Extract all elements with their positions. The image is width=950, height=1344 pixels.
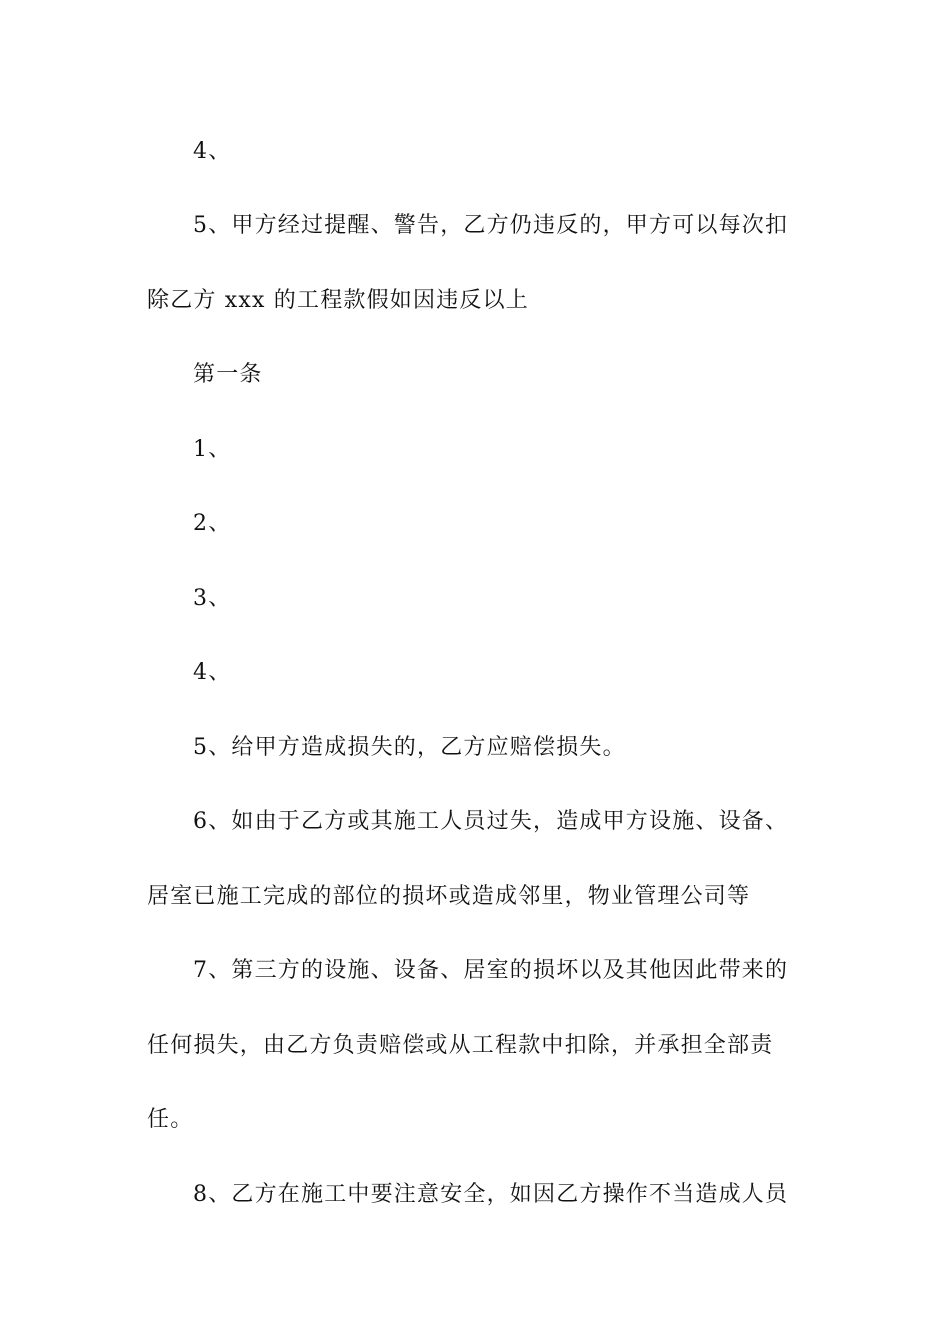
paragraph-6-start: 6、如由于乙方或其施工人员过失，造成甲方设施、设备、: [193, 809, 789, 834]
list-item-2: 2、: [193, 511, 232, 536]
list-item-4: 4、: [193, 139, 232, 164]
paragraph-7-start: 7、第三方的设施、设备、居室的损坏以及其他因此带来的: [193, 958, 789, 983]
paragraph-7-continuation: 任何损失，由乙方负责赔偿或从工程款中扣除，并承担全部责: [147, 1033, 774, 1058]
article-heading: 第一条: [193, 362, 263, 387]
paragraph-5-loss: 5、给甲方造成损失的，乙方应赔偿损失。: [193, 735, 626, 760]
paragraph-5-start: 5、甲方经过提醒、警告，乙方仍违反的，甲方可以每次扣: [193, 213, 789, 238]
list-item-4-second: 4、: [193, 660, 232, 685]
paragraph-5-continuation: 除乙方 xxx 的工程款假如因违反以上: [147, 288, 530, 313]
list-item-3: 3、: [193, 586, 232, 611]
list-item-1: 1、: [193, 437, 232, 462]
paragraph-7-end: 任。: [147, 1107, 194, 1132]
paragraph-8-start: 8、乙方在施工中要注意安全，如因乙方操作不当造成人员: [193, 1182, 789, 1207]
paragraph-6-continuation: 居室已施工完成的部位的损坏或造成邻里，物业管理公司等: [147, 884, 751, 909]
